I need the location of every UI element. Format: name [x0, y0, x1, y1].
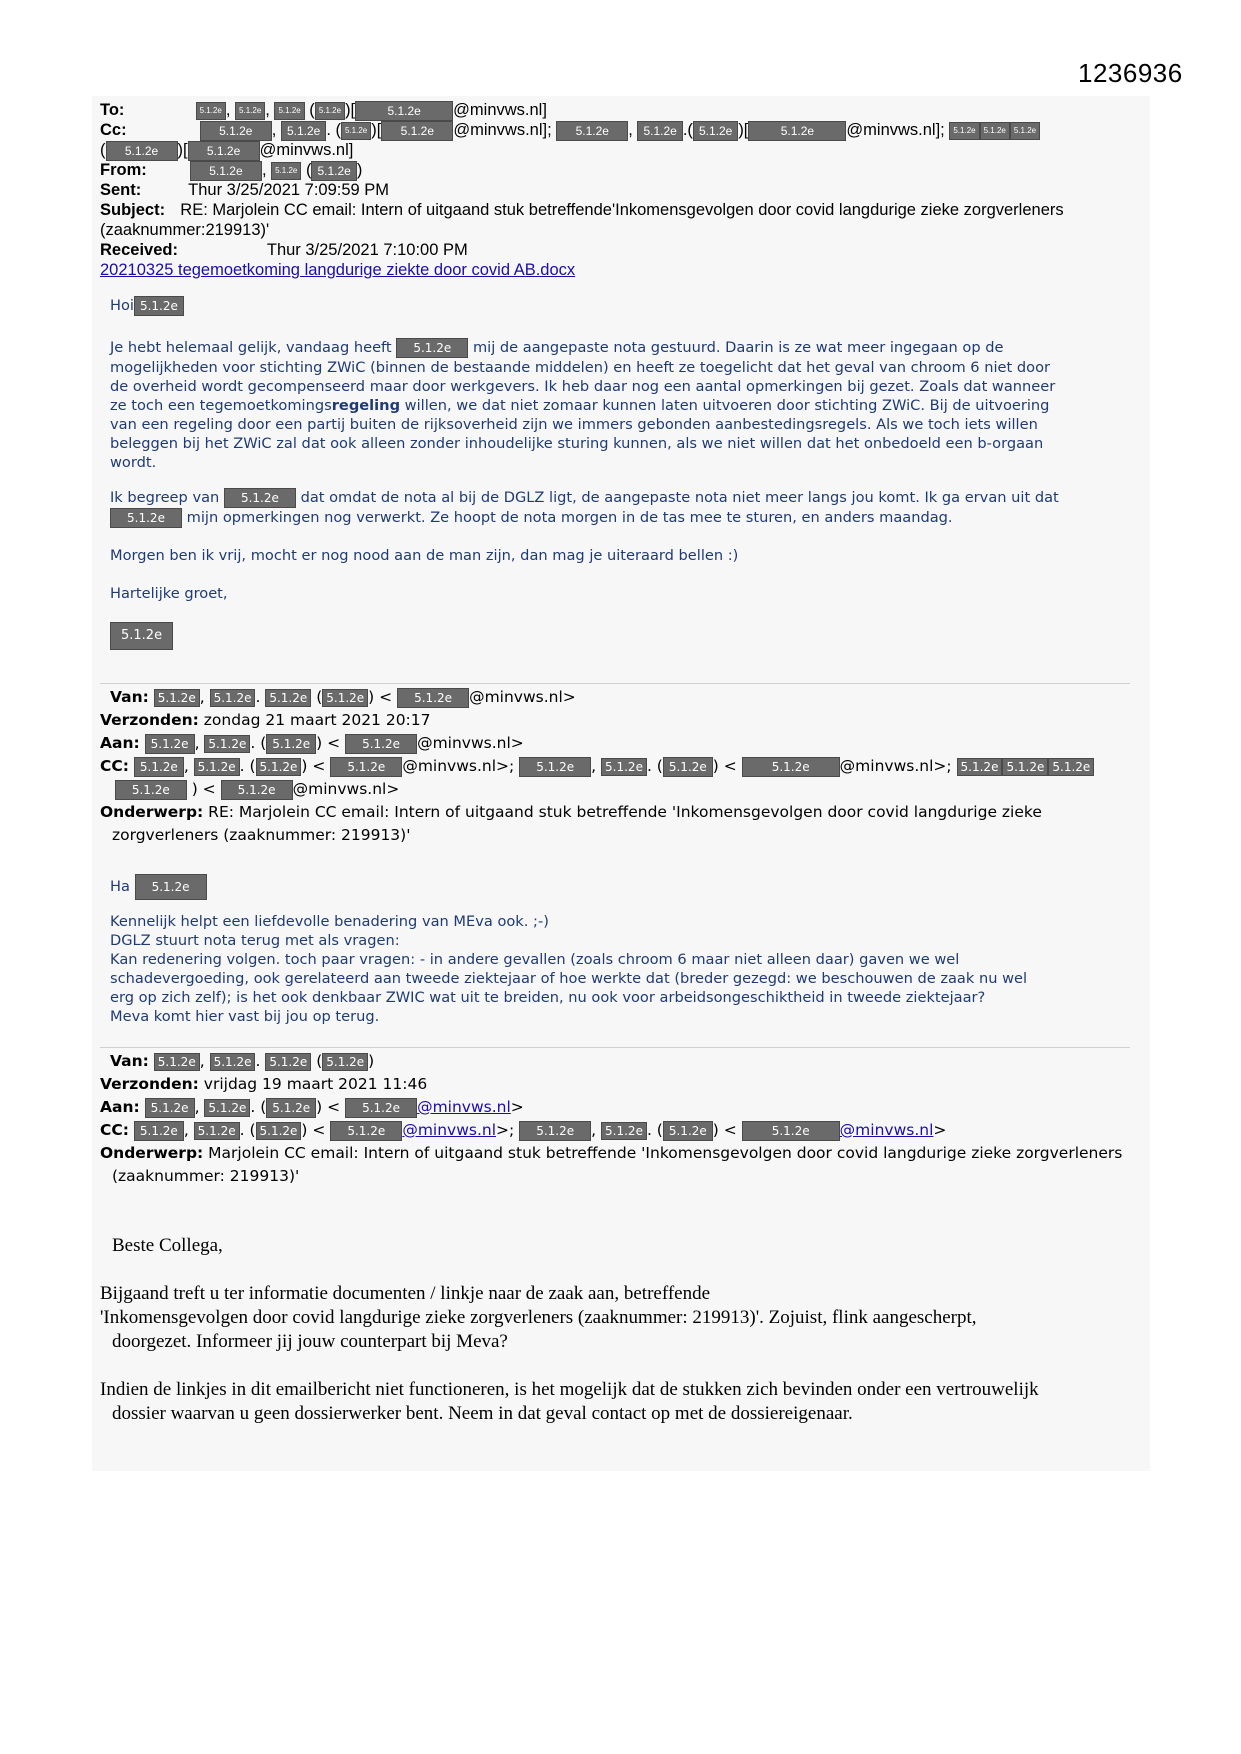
- redaction-box: 5.1.2e: [135, 874, 207, 900]
- redaction-box: 5.1.2e: [519, 1121, 591, 1141]
- redaction-box: 5.1.2e: [396, 338, 468, 358]
- redaction-box: 5.1.2e: [210, 689, 256, 707]
- body-text: Ik begreep van: [110, 489, 220, 506]
- redaction-box: 5.1.2e: [742, 757, 840, 777]
- redaction-box: 5.1.2e: [315, 102, 345, 120]
- separator: [100, 683, 1130, 684]
- attachment-link[interactable]: 20210325 tegemoetkoming langdurige ziekte door covid AB.docx: [100, 261, 576, 279]
- message2-greeting-row: [110, 874, 1140, 900]
- message2-aan-row: Aan: 5.1.2e , 5.1.2e . ( 5.1.2e ) < 5.1.2e @minvws.nl>: [100, 734, 524, 752]
- body-text: doorgezet. Informeer jij jouw counterpart bij Meva?: [112, 1331, 508, 1352]
- redaction-box: 5.1.2e: [330, 757, 402, 777]
- message1-paragraph-1: [110, 338, 1140, 472]
- redaction-box: 5.1.2e: [748, 121, 846, 141]
- redaction-box: 5.1.2e: [154, 689, 200, 707]
- message2-verzonden-row: [100, 709, 1140, 732]
- body-text: Je hebt helemaal gelijk, vandaag heeft: [110, 339, 392, 356]
- cc-label: CC:: [100, 757, 129, 775]
- onderwerp-label: Onderwerp:: [100, 1144, 204, 1162]
- redaction-box: 5.1.2e: [110, 508, 182, 528]
- cc-domain-1: @minvws.nl];: [453, 121, 552, 139]
- sent-value: Thur 3/25/2021 7:09:59 PM: [188, 181, 390, 199]
- message1-closing: Hartelijke groet,: [110, 585, 228, 602]
- greeting: Hoi: [110, 297, 134, 314]
- body-text: schadevergoeding, ook gerelateerd aan tweede ziektejaar of hoe werkte dat (breder gezegd: we beschouwen de zaak nu wel: [110, 970, 1028, 987]
- body-text: beleggen bij het ZWiC zal dat ook alleen zonder inhoudelijke sturing kunnen, als we niet willen dat het onbedoeld een b-orgaan: [110, 435, 1044, 452]
- redaction-box: 5.1.2e: [194, 1122, 240, 1140]
- cc-label: Cc:: [100, 121, 127, 139]
- redaction-box: 5.1.2e: [519, 757, 591, 777]
- redaction-box: 5.1.2e: [265, 1053, 311, 1071]
- aan-label: Aan:: [100, 734, 140, 752]
- van-label: Van:: [110, 688, 149, 706]
- redaction-box: 5.1.2e: [224, 488, 296, 508]
- redaction-box: 5.1.2e: [115, 780, 187, 800]
- redaction-box: 5.1.2e: [235, 102, 265, 120]
- message1-signature: [110, 622, 1140, 650]
- redaction-box: 5.1.2e: [601, 1122, 647, 1140]
- redaction-box: 5.1.2e: [256, 1122, 302, 1140]
- redaction-box: 5.1.2e: [980, 122, 1010, 140]
- body-text: mijn opmerkingen nog verwerkt. Ze hoopt de nota morgen in de tas mee te sturen, en anders maandag.: [186, 509, 953, 526]
- body-text: erg op zich zelf); is het ook denkbaar ZWIC wat uit te breiden, nu ook voor arbeidsongeschiktheid in tweede ziektejaar?: [110, 989, 986, 1006]
- redaction-box: 5.1.2e: [957, 758, 1003, 776]
- greeting: Ha: [110, 878, 130, 895]
- aan-label: Aan:: [100, 1098, 140, 1116]
- message2-body: [110, 912, 1140, 1026]
- body-text: DGLZ stuurt nota terug met als vragen:: [110, 932, 400, 949]
- body-text: wordt.: [110, 454, 157, 471]
- to-row: To: 5.1.2e , 5.1.2e , 5.1.2e ( 5.1.2e )[ 5.1.2e @minvws.nl]: [100, 101, 547, 119]
- sent-row: [100, 180, 389, 200]
- message3-paragraph-2: [100, 1378, 1140, 1426]
- cc-label: CC:: [100, 1121, 129, 1139]
- body-text: dat omdat de nota al bij de DGLZ ligt, de aangepaste nota niet meer langs jou komt. Ik ga ervan uit dat: [300, 489, 1059, 506]
- onderwerp-label: Onderwerp:: [100, 803, 204, 821]
- cc-email-link[interactable]: @minvws.nl: [839, 1121, 934, 1139]
- received-label: Received:: [100, 241, 178, 259]
- message2-cc-row-continued: 5.1.2e ) < 5.1.2e @minvws.nl>: [100, 778, 1140, 801]
- separator: [100, 1047, 1130, 1048]
- redaction-box: 5.1.2e: [637, 121, 682, 141]
- redaction-box: 5.1.2e: [397, 688, 469, 708]
- attachment-row: [100, 260, 575, 280]
- body-text: dossier waarvan u geen dossierwerker bent. Neem in dat geval contact op met de dossiereigenaar.: [112, 1403, 853, 1424]
- body-text: 'Inkomensgevolgen door covid langdurige zieke zorgverleners (zaaknummer: 219913)'. Zojuist, flink aangescherpt,: [100, 1307, 977, 1328]
- redaction-box: 5.1.2e: [341, 122, 371, 140]
- message2-header: [100, 686, 1140, 847]
- redaction-box: 5.1.2e: [256, 758, 302, 776]
- body-text: van een regeling door een partij buiten de rijksoverheid zijn we immers gebonden aanbestedingsregels. Als we toch iets willen: [110, 416, 1038, 433]
- message3-aan-row: Aan: 5.1.2e , 5.1.2e . ( 5.1.2e ) < 5.1.2e @minvws.nl>: [100, 1098, 524, 1116]
- body-text: Meva komt hier vast bij jou op terug.: [110, 1008, 380, 1025]
- body-text-bold: regeling: [331, 397, 401, 414]
- cc-domain: @minvws.nl>;: [839, 757, 952, 775]
- redaction-box: 5.1.2e: [200, 121, 272, 141]
- message2-cc-row: CC: 5.1.2e , 5.1.2e . ( 5.1.2e ) < 5.1.2e @minvws.nl>; 5.1.2e , 5.1.2e . ( 5.1.2e ) < 5.1.2e @minvws.nl>; 5.1.2e 5.1.2e 5.1.2e: [100, 755, 1140, 778]
- subject-line-1: RE: Marjolein CC email: Intern of uitgaand stuk betreffende'Inkomensgevolgen door covid langdurige zieke zorgverleners: [180, 201, 1064, 219]
- redaction-box: 5.1.2e: [322, 1053, 368, 1071]
- body-text: Kennelijk helpt een liefdevolle benadering van MEva ook. ;-): [110, 913, 549, 930]
- message3-cc-row: CC: 5.1.2e , 5.1.2e . ( 5.1.2e ) < 5.1.2e @minvws.nl>; 5.1.2e , 5.1.2e . ( 5.1.2e ) < 5.1.2e @minvws.nl>: [100, 1121, 947, 1139]
- from-label: From:: [100, 161, 147, 179]
- onderwerp-value: Marjolein CC email: Intern of uitgaand stuk betreffende 'Inkomensgevolgen door covid langdurige zieke zorgverleners: [208, 1144, 1123, 1162]
- redaction-box: 5.1.2e: [134, 1121, 184, 1141]
- onderwerp-value: RE: Marjolein CC email: Intern of uitgaand stuk betreffende 'Inkomensgevolgen door covid langdurige zieke: [208, 803, 1042, 821]
- cc-domain: @minvws.nl>;: [402, 757, 515, 775]
- document-number: 1236936: [1078, 58, 1183, 88]
- redaction-box: 5.1.2e: [556, 121, 628, 141]
- message3-onderwerp-row: [100, 1142, 1140, 1165]
- message1-greeting-row: [110, 296, 1140, 316]
- to-domain: @minvws.nl]: [453, 101, 547, 119]
- verzonden-value: vrijdag 19 maart 2021 11:46: [203, 1075, 428, 1093]
- van-label: Van:: [110, 1052, 149, 1070]
- redaction-box: 5.1.2e: [204, 735, 250, 753]
- message3-salutation: Beste Collega,: [112, 1235, 223, 1256]
- redaction-box: 5.1.2e: [355, 101, 453, 121]
- body-text: mij de aangepaste nota gestuurd. Daarin is ze wat meer ingegaan op de: [472, 339, 1004, 356]
- body-text: de overheid wordt gecompenseerd maar door werkgevers. Ik heb daar nog een aantal opmerkingen bij gezet. Zoals dat wanneer: [110, 378, 1056, 395]
- redaction-box: 5.1.2e: [693, 121, 738, 141]
- message3-van-row: Van: 5.1.2e , 5.1.2e . 5.1.2e ( 5.1.2e ): [110, 1052, 375, 1070]
- cc-domain-2: @minvws.nl];: [846, 121, 945, 139]
- redaction-box: 5.1.2e: [330, 1121, 402, 1141]
- subject-row: [100, 200, 1064, 220]
- subject-label: Subject:: [100, 201, 166, 219]
- from-row: From: 5.1.2e , 5.1.2e ( 5.1.2e ): [100, 161, 363, 179]
- to-label: To:: [100, 101, 125, 119]
- message2-van-row: Van: 5.1.2e , 5.1.2e . 5.1.2e ( 5.1.2e ) < 5.1.2e @minvws.nl>: [110, 688, 576, 706]
- van-domain: @minvws.nl>: [469, 688, 576, 706]
- redaction-box: 5.1.2e: [266, 1098, 316, 1118]
- verzonden-label: Verzonden:: [100, 1075, 199, 1093]
- redaction-box: 5.1.2e: [204, 1099, 250, 1117]
- body-text: willen, we dat niet zomaar kunnen laten uitvoeren door stichting ZWiC. Bij de uitvoering: [400, 397, 1050, 414]
- redaction-box: 5.1.2e: [106, 141, 178, 161]
- verzonden-value: zondag 21 maart 2021 20:17: [203, 711, 431, 729]
- verzonden-label: Verzonden:: [100, 711, 199, 729]
- body-text: mogelijkheden voor stichting ZWiC (binnen de bestaande middelen) en heeft ze toegelicht dat het geval van chroom 6 niet door: [110, 359, 1050, 376]
- received-row: [100, 240, 468, 260]
- redaction-box: 5.1.2e: [145, 1098, 195, 1118]
- redaction-box: 5.1.2e: [949, 122, 979, 140]
- redaction-box: 5.1.2e: [145, 734, 195, 754]
- redaction-box: 5.1.2e: [345, 734, 417, 754]
- message3-header: [100, 1050, 1140, 1188]
- redaction-box: 5.1.2e: [1010, 122, 1040, 140]
- onderwerp-value-continued: zorgverleners (zaaknummer: 219913)': [112, 826, 411, 844]
- cc-row: Cc: 5.1.2e , 5.1.2e . ( 5.1.2e )[ 5.1.2e @minvws.nl]; 5.1.2e , 5.1.2e .( 5.1.2e )[ 5.1.2e @minvws.nl]; 5.1.2e 5.1.2e 5.1.2e: [100, 120, 1040, 141]
- message1-paragraph-3: Morgen ben ik vrij, mocht er nog nood aan de man zijn, dan mag je uiteraard bellen :): [110, 547, 739, 564]
- redaction-box: 5.1.2e: [345, 1098, 417, 1118]
- redaction-box: 5.1.2e: [663, 757, 713, 777]
- redaction-box: 5.1.2e: [196, 102, 226, 120]
- redaction-box: 5.1.2e: [190, 161, 262, 181]
- redaction-box: 5.1.2e: [1048, 758, 1094, 776]
- message2-onderwerp-row: [100, 801, 1140, 824]
- body-text: Indien de linkjes in dit emailbericht niet functioneren, is het mogelijk dat de stukken zich bevinden onder een vertrouwelijk: [100, 1379, 1039, 1400]
- aan-domain: @minvws.nl>: [417, 734, 524, 752]
- redaction-box: 5.1.2e: [271, 162, 301, 180]
- received-value: Thur 3/25/2021 7:10:00 PM: [266, 241, 468, 259]
- redaction-box: 5.1.2e: [134, 757, 184, 777]
- cc-email-link[interactable]: @minvws.nl: [402, 1121, 497, 1139]
- redaction-box: 5.1.2e: [742, 1121, 840, 1141]
- redaction-box: 5.1.2e: [274, 102, 304, 120]
- message3-verzonden-row: [100, 1073, 1140, 1096]
- redaction-box: 5.1.2e: [381, 121, 453, 141]
- redaction-box: 5.1.2e: [663, 1121, 713, 1141]
- redaction-box: 5.1.2e: [134, 296, 184, 316]
- body-text: Kan redenering volgen. toch paar vragen: - in andere gevallen (zoals chroom 6 maar niet alleen daar) gaven we wel: [110, 951, 960, 968]
- redaction-box: 5.1.2e: [221, 780, 293, 800]
- redaction-box: 5.1.2e: [266, 734, 316, 754]
- cc-domain-3: @minvws.nl]: [259, 141, 354, 159]
- message3-paragraph-1: [100, 1282, 1140, 1354]
- redaction-box: 5.1.2e: [210, 1053, 256, 1071]
- redaction-box: 5.1.2e: [194, 758, 240, 776]
- sent-label: Sent:: [100, 181, 142, 199]
- redaction-box: 5.1.2e: [265, 689, 311, 707]
- onderwerp-value-continued: (zaaknummer: 219913)': [112, 1167, 300, 1185]
- redaction-box: 5.1.2e: [322, 689, 368, 707]
- cc-domain: @minvws.nl>: [292, 780, 400, 798]
- body-text: Bijgaand treft u ter informatie documenten / linkje naar de zaak aan, betreffende: [100, 1283, 711, 1304]
- subject-line-2: (zaaknummer:219913)': [100, 221, 270, 239]
- redaction-box: 5.1.2e: [188, 141, 260, 161]
- redaction-box: 5.1.2e: [1002, 758, 1048, 776]
- cc-row-continued: ( 5.1.2e )[ 5.1.2e @minvws.nl]: [100, 141, 354, 159]
- redaction-box: 5.1.2e: [110, 622, 173, 650]
- message1-paragraph-2: [110, 488, 1140, 528]
- aan-email-link[interactable]: @minvws.nl: [417, 1098, 511, 1116]
- redaction-box: 5.1.2e: [601, 758, 647, 776]
- body-text: ze toch een tegemoetkomings: [110, 397, 332, 414]
- redaction-box: 5.1.2e: [154, 1053, 200, 1071]
- redaction-box: 5.1.2e: [311, 161, 356, 181]
- redaction-box: 5.1.2e: [281, 121, 326, 141]
